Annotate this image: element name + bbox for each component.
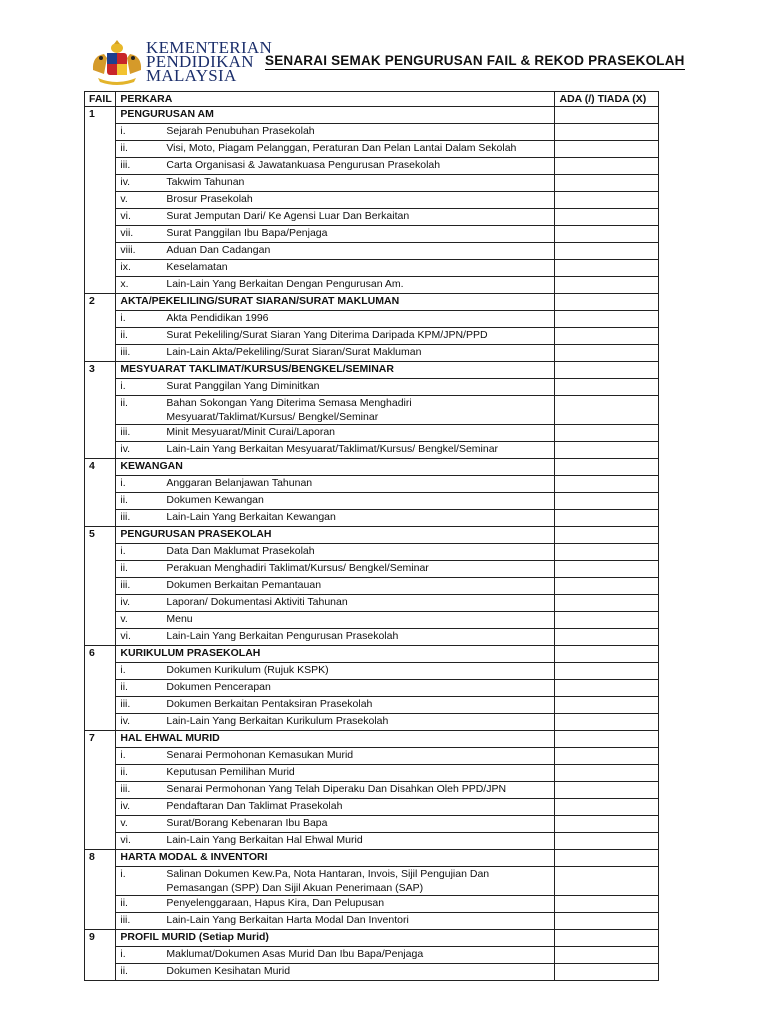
fail-number: 6 [85,646,116,731]
item-numeral: ii. [120,681,128,693]
item-text: Anggaran Belanjawan Tahunan [166,477,313,489]
item-text: Lain-Lain Yang Berkaitan Kewangan [166,511,336,523]
item-text: Laporan/ Dokumentasi Aktiviti Tahunan [166,596,348,608]
checkbox-cell[interactable] [555,311,659,328]
fail-number: 4 [85,459,116,527]
item-numeral: i. [120,380,126,392]
checkbox-cell[interactable] [555,442,659,459]
item-text: Dokumen Pencerapan [166,681,271,693]
item-row [85,493,659,510]
item-cell [116,345,555,362]
section-title: HARTA MODAL & INVENTORI [116,850,555,867]
item-numeral: iii. [120,698,131,710]
item-row [85,867,659,896]
item-cell [116,277,555,294]
item-text: Surat Jemputan Dari/ Ke Agensi Luar Dan Berkaitan [166,210,410,222]
item-text: Maklumat/Dokumen Asas Murid Dan Ibu Bapa/Penjaga [166,948,424,960]
item-numeral: vi. [120,630,131,642]
item-text: Dokumen Berkaitan Pemantauan [166,579,322,591]
item-row [85,226,659,243]
item-cell [116,260,555,277]
item-text: Akta Pendidikan 1996 [166,312,269,324]
checkbox-cell[interactable] [555,345,659,362]
item-numeral: iii. [120,426,131,438]
ministry-logo-text [146,38,273,85]
section-row [85,731,659,748]
section-row [85,527,659,544]
item-cell [116,816,555,833]
item-numeral: i. [120,125,126,137]
checkbox-cell[interactable] [555,459,659,476]
table-header-row [85,92,659,107]
item-numeral: ii. [120,397,128,409]
checkbox-cell[interactable] [555,947,659,964]
checkbox-cell[interactable] [555,425,659,442]
item-cell [116,379,555,396]
item-numeral: i. [120,948,126,960]
item-cell [116,867,555,896]
item-row [85,328,659,345]
checkbox-cell[interactable] [555,867,659,896]
section-title: KURIKULUM PRASEKOLAH [116,646,555,663]
item-text: Menu [166,613,193,625]
item-text: Surat/Borang Kebenaran Ibu Bapa [166,817,328,829]
item-row [85,476,659,493]
item-text: Visi, Moto, Piagam Pelanggan, Peraturan Dan Pelan Lantai Dalam Sekolah [166,142,517,154]
item-text: Senarai Permohonan Kemasukan Murid [166,749,354,761]
item-row [85,277,659,294]
item-numeral: iii. [120,579,131,591]
item-cell [116,243,555,260]
item-row [85,141,659,158]
item-numeral: iv. [120,715,131,727]
section-title: AKTA/PEKELILING/SURAT SIARAN/SURAT MAKLUMAN [116,294,555,311]
checkbox-cell[interactable] [555,731,659,748]
fail-number: 8 [85,850,116,930]
item-cell [116,209,555,226]
checkbox-cell[interactable] [555,748,659,765]
item-row [85,561,659,578]
item-row [85,697,659,714]
section-title: PROFIL MURID (Setiap Murid) [116,930,555,947]
logo-line-3: MALAYSIA [146,66,237,85]
item-row [85,913,659,930]
logo-line-2: PENDIDIKAN [146,52,254,71]
item-row [85,442,659,459]
item-text: Penyelenggaraan, Hapus Kira, Dan Pelupusan [166,897,385,909]
item-row [85,714,659,731]
item-text: Surat Pekeliling/Surat Siaran Yang Diterima Daripada KPM/JPN/PPD [166,329,488,341]
item-row [85,396,659,425]
column-header-ada-tiada: ADA (/) TIADA (X) [555,92,659,107]
item-numeral: iii. [120,511,131,523]
item-numeral: x. [120,278,129,290]
item-cell [116,765,555,782]
section-title: MESYUARAT TAKLIMAT/KURSUS/BENGKEL/SEMINAR [116,362,555,379]
checkbox-cell[interactable] [555,192,659,209]
item-text: Surat Panggilan Yang Diminitkan [166,380,320,392]
item-numeral: v. [120,613,128,625]
item-numeral: ix. [120,261,131,273]
item-cell [116,833,555,850]
checkbox-cell[interactable] [555,209,659,226]
item-text: Lain-Lain Yang Berkaitan Kurikulum Prasekolah [166,715,389,727]
checkbox-cell[interactable] [555,680,659,697]
section-title: PENGURUSAN PRASEKOLAH [116,527,555,544]
item-row [85,595,659,612]
item-numeral: iii. [120,346,131,358]
checkbox-cell[interactable] [555,260,659,277]
item-text: Lain-Lain Yang Berkaitan Mesyuarat/Taklimat/Kursus/ Bengkel/Seminar [166,443,499,455]
item-cell [116,476,555,493]
item-text: Dokumen Berkaitan Pentaksiran Prasekolah [166,698,373,710]
checkbox-cell[interactable] [555,663,659,680]
checkbox-cell[interactable] [555,379,659,396]
item-cell [116,799,555,816]
item-cell [116,328,555,345]
item-text: Lain-Lain Akta/Pekeliling/Surat Siaran/Surat Makluman [166,346,422,358]
item-numeral: iv. [120,800,131,812]
section-title: PENGURUSAN AM [116,107,555,124]
item-cell [116,442,555,459]
section-row [85,362,659,379]
checkbox-cell[interactable] [555,913,659,930]
checkbox-cell[interactable] [555,175,659,192]
item-cell [116,396,555,425]
item-cell [116,629,555,646]
item-numeral: ii. [120,329,128,341]
item-row [85,748,659,765]
item-cell [116,175,555,192]
checkbox-cell[interactable] [555,850,659,867]
checkbox-cell[interactable] [555,294,659,311]
fail-number: 2 [85,294,116,362]
item-row [85,680,659,697]
item-text: Dokumen Kesihatan Murid [166,965,291,977]
item-numeral: ii. [120,766,128,778]
checkbox-cell[interactable] [555,158,659,175]
item-text: Perakuan Menghadiri Taklimat/Kursus/ Bengkel/Seminar [166,562,429,574]
fail-number: 5 [85,527,116,646]
column-header-perkara: PERKARA [116,92,555,107]
checkbox-cell[interactable] [555,896,659,913]
item-text: Senarai Permohonan Yang Telah Diperaku Dan Disahkan Oleh PPD/JPN [166,783,507,795]
item-numeral: vii. [120,227,134,239]
item-numeral: iii. [120,914,131,926]
checkbox-cell[interactable] [555,646,659,663]
item-row [85,544,659,561]
item-text: Dokumen Kurikulum (Rujuk KSPK) [166,664,329,676]
document-header [88,40,688,90]
item-numeral: viii. [120,244,136,256]
fail-number: 9 [85,930,116,981]
checkbox-cell[interactable] [555,782,659,799]
checkbox-cell[interactable] [555,510,659,527]
item-numeral: v. [120,817,128,829]
item-cell [116,561,555,578]
item-cell [116,680,555,697]
checkbox-cell[interactable] [555,578,659,595]
fail-number: 7 [85,731,116,850]
item-numeral: vi. [120,834,131,846]
section-row [85,930,659,947]
checkbox-cell[interactable] [555,697,659,714]
section-row [85,646,659,663]
item-text: Dokumen Kewangan [166,494,264,506]
item-text: Takwim Tahunan [166,176,245,188]
item-numeral: ii. [120,562,128,574]
section-row [85,107,659,124]
item-row [85,209,659,226]
checkbox-cell[interactable] [555,396,659,425]
item-row [85,124,659,141]
section-title: KEWANGAN [116,459,555,476]
checkbox-cell[interactable] [555,964,659,981]
item-cell [116,425,555,442]
item-cell [116,141,555,158]
item-numeral: ii. [120,142,128,154]
item-numeral: iii. [120,783,131,795]
item-cell [116,226,555,243]
item-text: Sejarah Penubuhan Prasekolah [166,125,315,137]
item-cell [116,544,555,561]
item-numeral: i. [120,868,126,880]
checkbox-cell[interactable] [555,476,659,493]
checkbox-cell[interactable] [555,714,659,731]
checkbox-cell[interactable] [555,612,659,629]
item-row [85,629,659,646]
item-text: Lain-Lain Yang Berkaitan Dengan Pengurusan Am. [166,278,404,290]
checkbox-cell[interactable] [555,799,659,816]
item-cell [116,964,555,981]
item-numeral: iii. [120,159,131,171]
item-numeral: i. [120,749,126,761]
item-numeral: i. [120,312,126,324]
item-numeral: iv. [120,176,131,188]
fail-number: 1 [85,107,116,294]
item-numeral: iv. [120,596,131,608]
item-text: Lain-Lain Yang Berkaitan Hal Ehwal Murid [166,834,363,846]
item-numeral: ii. [120,897,128,909]
item-numeral: i. [120,545,126,557]
checkbox-cell[interactable] [555,124,659,141]
item-text: Pendaftaran Dan Taklimat Prasekolah [166,800,343,812]
item-row [85,947,659,964]
item-cell [116,158,555,175]
item-text: Salinan Dokumen Kew.Pa, Nota Hantaran, Invois, Sijil Pengujian Dan Pemasangan (SPP) Dan Sijil Akuan Penerimaan (SAP) [166,868,490,894]
item-row [85,782,659,799]
item-text: Brosur Prasekolah [166,193,253,205]
checkbox-cell[interactable] [555,833,659,850]
item-text: Lain-Lain Yang Berkaitan Pengurusan Prasekolah [166,630,399,642]
item-row [85,192,659,209]
checkbox-cell[interactable] [555,277,659,294]
item-numeral: iv. [120,443,131,455]
item-numeral: i. [120,664,126,676]
item-row [85,311,659,328]
checkbox-cell[interactable] [555,816,659,833]
item-row [85,799,659,816]
item-row [85,510,659,527]
item-row [85,243,659,260]
checkbox-cell[interactable] [555,629,659,646]
checkbox-cell[interactable] [555,141,659,158]
checkbox-cell[interactable] [555,328,659,345]
item-row [85,379,659,396]
item-text: Data Dan Maklumat Prasekolah [166,545,315,557]
item-text: Carta Organisasi & Jawatankuasa Pengurusan Prasekolah [166,159,441,171]
item-cell [116,192,555,209]
item-row [85,612,659,629]
checkbox-cell[interactable] [555,595,659,612]
item-text: Aduan Dan Cadangan [166,244,271,256]
item-cell [116,578,555,595]
section-row [85,850,659,867]
column-header-fail: FAIL [85,92,116,107]
item-numeral: v. [120,193,128,205]
item-text: Keputusan Pemilihan Murid [166,766,295,778]
item-numeral: vi. [120,210,131,222]
item-cell [116,697,555,714]
section-row [85,459,659,476]
item-row [85,425,659,442]
item-cell [116,748,555,765]
checkbox-cell[interactable] [555,107,659,124]
item-row [85,578,659,595]
item-cell [116,896,555,913]
checkbox-cell[interactable] [555,930,659,947]
item-row [85,765,659,782]
document-title: SENARAI SEMAK PENGURUSAN FAIL & REKOD PRASEKOLAH [265,53,685,68]
fail-number: 3 [85,362,116,459]
checkbox-cell[interactable] [555,226,659,243]
section-row [85,294,659,311]
malaysia-crest-icon [90,40,144,86]
item-row [85,816,659,833]
checklist-table [84,91,659,981]
item-numeral: ii. [120,965,128,977]
item-row [85,964,659,981]
item-numeral: i. [120,477,126,489]
item-cell [116,782,555,799]
checkbox-cell[interactable] [555,243,659,260]
checkbox-cell[interactable] [555,765,659,782]
item-row [85,896,659,913]
item-cell [116,663,555,680]
item-cell [116,612,555,629]
item-row [85,833,659,850]
item-row [85,175,659,192]
item-numeral: ii. [120,494,128,506]
item-row [85,663,659,680]
item-row [85,345,659,362]
item-cell [116,124,555,141]
checkbox-cell[interactable] [555,362,659,379]
item-text: Keselamatan [166,261,228,273]
checkbox-cell[interactable] [555,544,659,561]
checkbox-cell[interactable] [555,493,659,510]
item-text: Lain-Lain Yang Berkaitan Harta Modal Dan Inventori [166,914,409,926]
section-title: HAL EHWAL MURID [116,731,555,748]
item-text: Surat Panggilan Ibu Bapa/Penjaga [166,227,328,239]
checkbox-cell[interactable] [555,527,659,544]
item-cell [116,493,555,510]
item-cell [116,311,555,328]
item-cell [116,595,555,612]
item-text: Minit Mesyuarat/Minit Curai/Laporan [166,426,336,438]
checkbox-cell[interactable] [555,561,659,578]
item-text: Bahan Sokongan Yang Diterima Semasa Menghadiri Mesyuarat/Taklimat/Kursus/ Bengkel/Seminar [166,397,412,423]
item-cell [116,510,555,527]
item-cell [116,947,555,964]
item-cell [116,913,555,930]
logo-line-1: KEMENTERIAN [146,38,273,57]
item-cell [116,714,555,731]
item-row [85,260,659,277]
item-row [85,158,659,175]
